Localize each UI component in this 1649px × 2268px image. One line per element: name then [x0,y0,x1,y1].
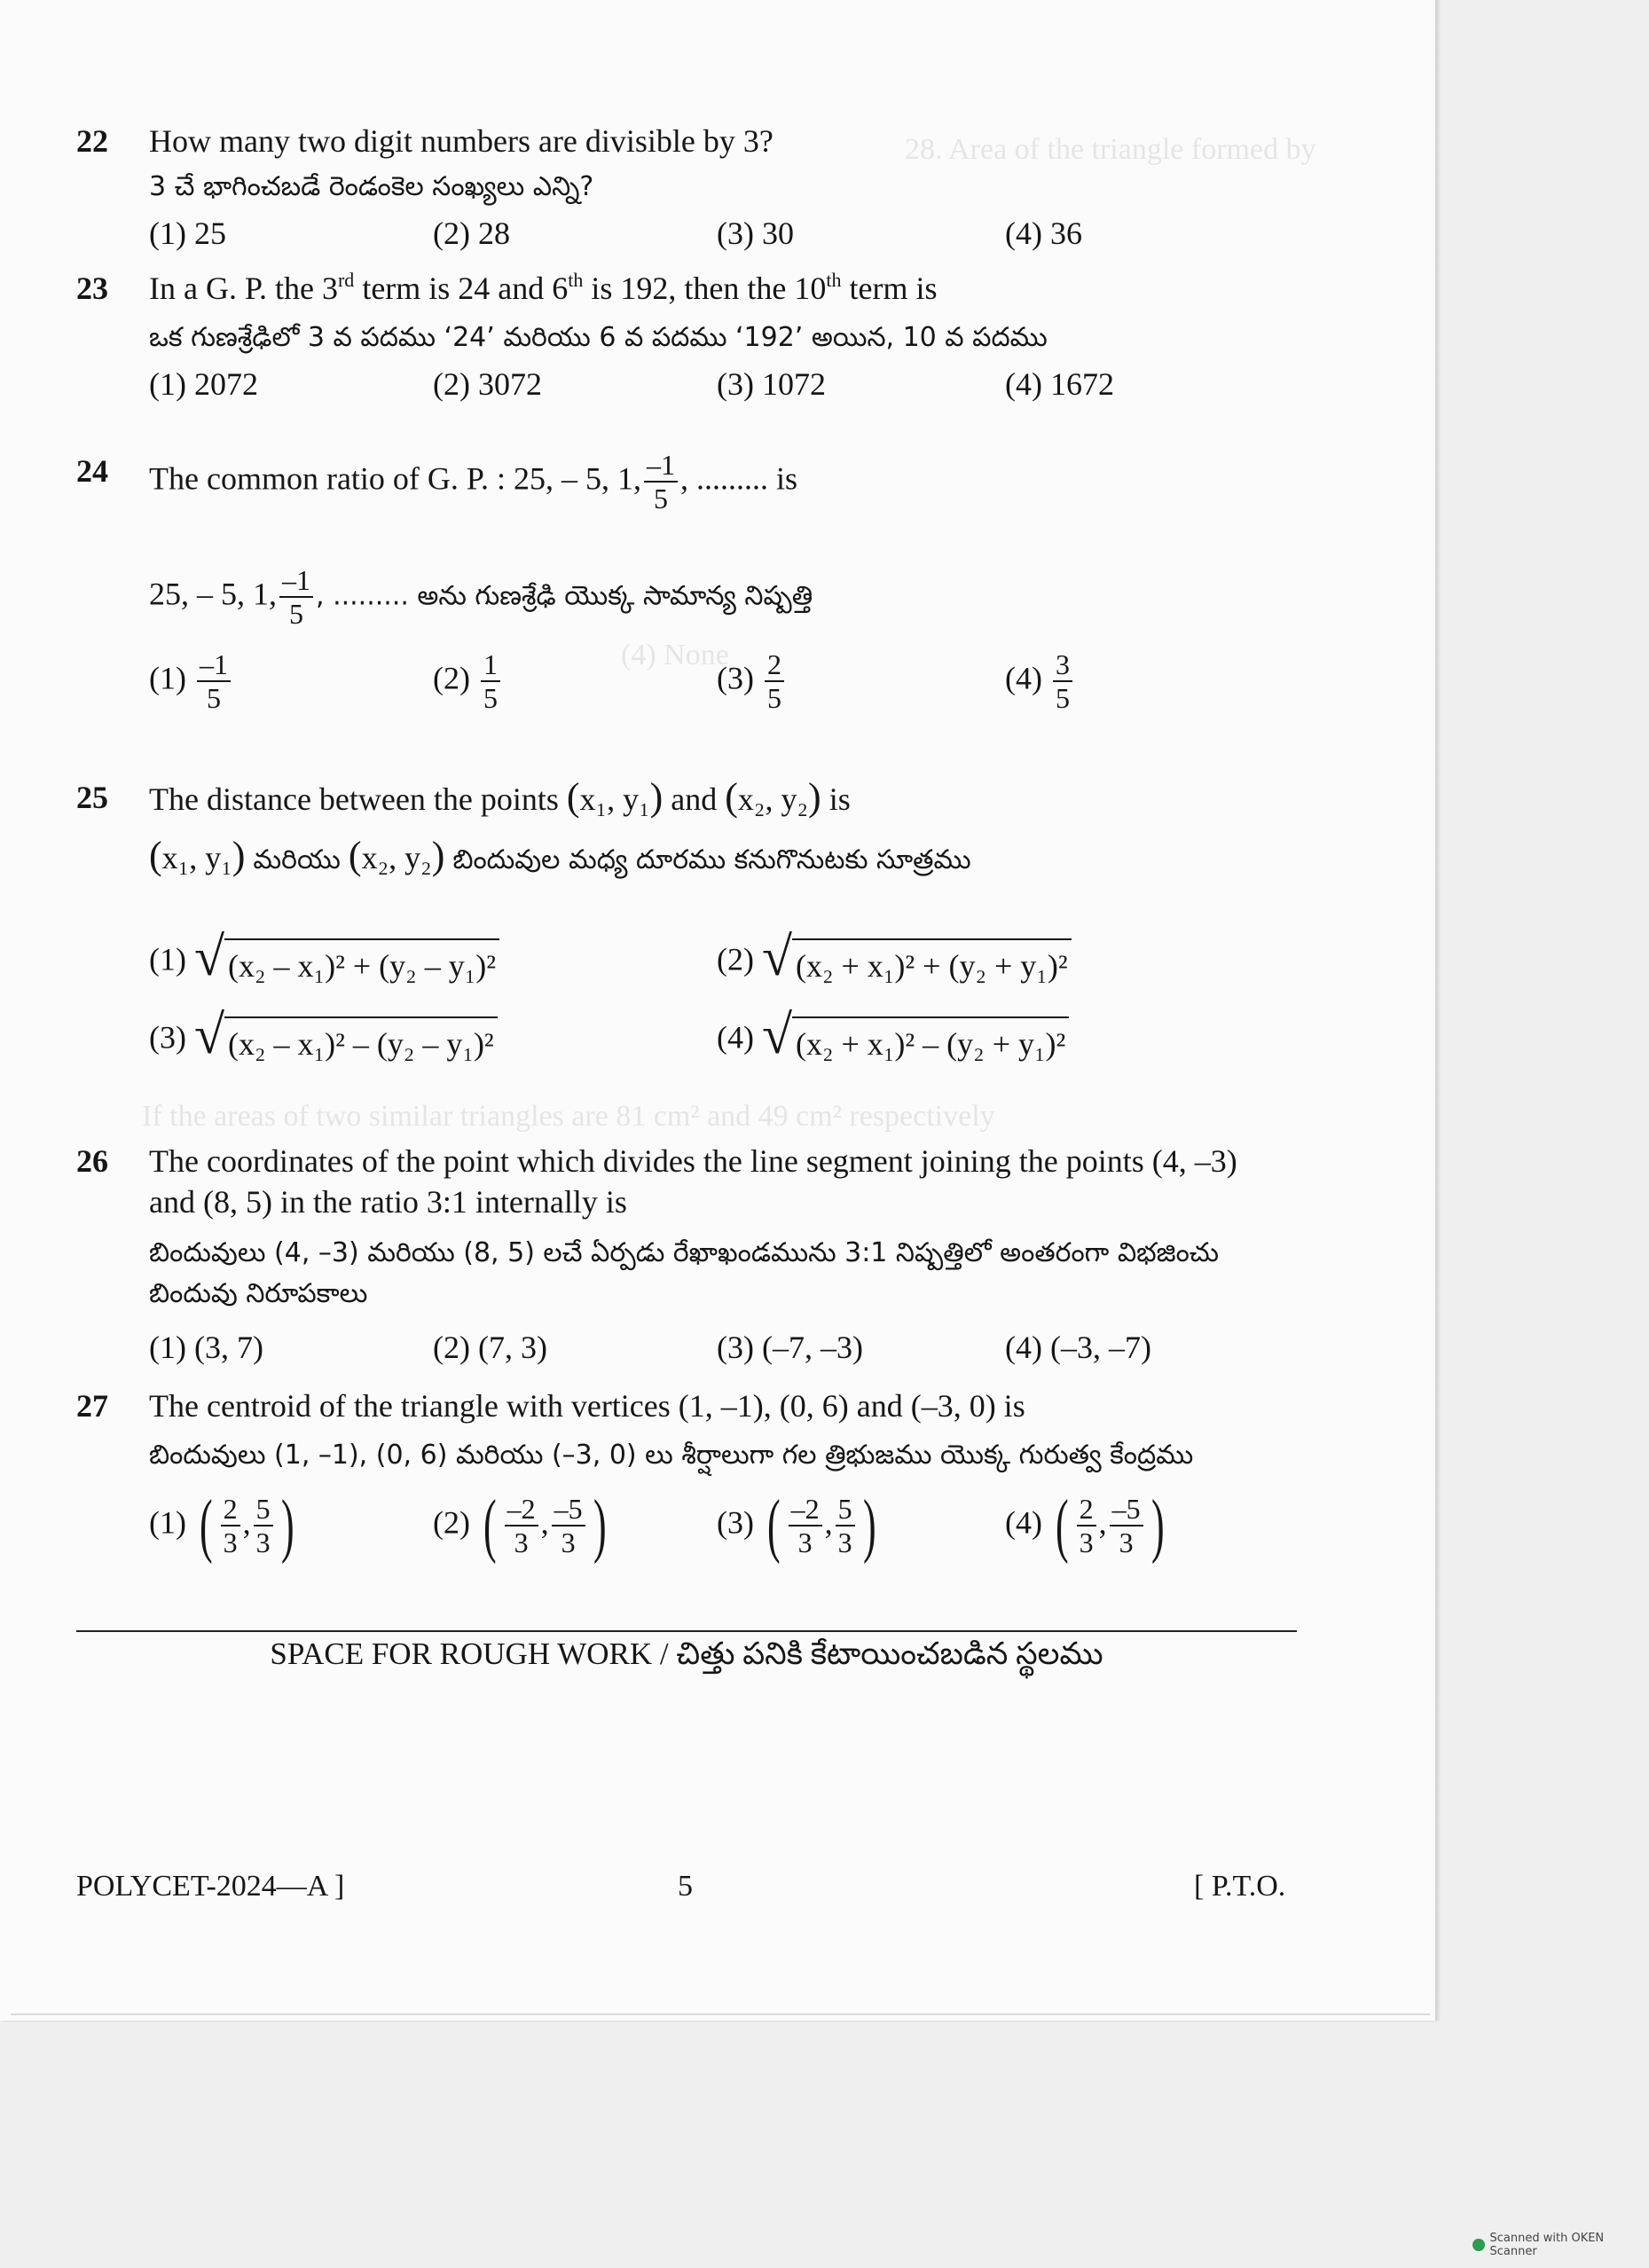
option-2: (2) √ (x₂ + x₁)² + (y₂ + y₁)² [717,938,1072,986]
question-te: బిందువులు (1, –1), (0, 6) మరియు (–3, 0) లు శీర్షాలుగా గల త్రిభుజము యొక్క గురుత్వ కేంద్రము [149,1440,1194,1471]
question-text [149,268,1373,358]
option-2: (2) $\frac{1}{5}$ [433,650,503,712]
exam-page: 28. Area of the triangle formed by (4) None If the areas of two similar triangles are 81 cm² and 49 cm² respectively 22 How many two digit numbers are divisible by 3? 3 చే భాగించబడే రెండంకెల సంఖ్యలు ఎన్ని? (1) 25 (2) 28 (3) 30 (4) 36 23 In a G. P. the 3rd term is 24 and 6th is 192, then the 10th term is ఒక గుణశ్రేఢిలో 3 వ పదము ‘24’ మరియు 6 వ పదము ‘192’ అయిన, 10 వ పదము (1) 2072 (2) 3072 (3) 1072 (4) 1672 24 The common ratio of G. P. : 25, – 5, 1, $\frac{-1}{5}$ , ......... is 25, – 5, 1, $\frac{-1}{5}$ , ......... అను గుణశ్రేఢి యొక్క సామాన్య నిష్పత్తి (1) $\frac{-1}{5}$ (2) $\frac{1}{5}$ (3) $\frac{2}{5}$ (4) $\frac{3}{5}$ 25 The distance between the points (x₁, y₁) and (x₂, y₂) is (x₁, y₁) మరియు (x₂, y₂) బిందువుల మధ్య దూరము కనుగొనుటకు సూత్రము (1) √ (x₂ – x₁)² + (y₂ – y₁)² (2) √ (x₂ + x₁)² + (y₂ + y₁)² (3) √ (x₂ – x₁)² – (y₂ – y₁)² (4) √ (x₂ + x₁)² – (y₂ + y₁)² 26 The coordinates of the point which divides the line segment joining the points (4, –3) and (8, 5) in the ratio 3:1 internally is బిందువులు (4, –3) మరియు (8, 5) లచే ఏర్పడు రేఖాఖండమును 3:1 నిష్పత్తిలో అంతరంగా విభజించు బిందువు నిరూపకాలు (1) (3, 7) (2) (7, 3) (3) (–7, –3) (4) (–3, –7) 27 The centroid of the triangle with vertices (1, –1), (0, 6) and (–3, 0) is బిందువులు (1, –1), (0, 6) మరియు (–3, 0) లు శీర్షాలుగా గల త్రిభుజము యొక్క గురుత్వ కేంద్రము (1) ( $\frac{2}{3}$ , $\frac{5}{3}$ ) (2) ( $\frac{-2}{3}$ , $\frac{-5}{3}$ ) (3) ( $\frac{-2}{3}$ , $\frac{5}{3}$ ) (4) ( $\frac{2}{3}$ , $\frac{-5}{3}$ ) SPACE FOR ROUGH WORK / చిత్తు పనికి కేటాయించబడిన స్థలము POLYCET-2024—A ] 5 [ P.T.O. [0,0,1435,2021]
question-en-line-2: and (8, 5) in the ratio 3:1 internally is [149,1184,627,1220]
scanner-label: Scanned with OKEN Scanner [1489,2232,1605,2258]
option-1: (1) ( $\frac{2}{3}$ , $\frac{5}{3}$ ) [149,1487,294,1565]
option-4: (4) (–3, –7) [1005,1330,1151,1365]
option-4: (4) $\frac{3}{5}$ [1005,650,1075,712]
question-number: 23 [76,271,108,306]
question-en: The common ratio of G. P. : 25, – 5, 1, $\frac{-1}{5}$ , ......... is [149,449,797,514]
divider [76,1630,1297,1632]
question-number: 22 [76,123,108,159]
option-4: (4) 1672 [1005,366,1114,402]
sqrt-expression: √ (x₂ – x₁)² – (y₂ – y₁)² [194,1016,498,1064]
option-3: (3) √ (x₂ – x₁)² – (y₂ – y₁)² [149,1016,498,1064]
option-1: (1) √ (x₂ – x₁)² + (y₂ – y₁)² [149,938,499,986]
option-4: (4) 36 [1005,216,1082,251]
question-te: 3 చే భాగించబడే రెండంకెల సంఖ్యలు ఎన్ని? [149,171,594,202]
question-te: (x₁, y₁) మరియు (x₂, y₂) బిందువుల మధ్య దూరము కనుగొనుటకు సూత్రము [149,834,971,877]
option-3: (3) $\frac{2}{5}$ [717,650,787,712]
question-en: In a G. P. the 3rd term is 24 and 6th is 192, then the 10th term is [149,269,938,306]
option-1: (1) 2072 [149,366,258,402]
fraction: $\frac{-1}{5}$ [644,451,678,513]
rough-work-label: SPACE FOR ROUGH WORK / చిత్తు పనికి కేటాయించబడిన స్థలము [270,1636,1103,1671]
question-te-line-2: బిందువు నిరూపకాలు [149,1278,368,1309]
option-3: (3) 30 [717,216,794,251]
question-text [149,451,1373,628]
question-te-line-1: బిందువులు (4, –3) మరియు (8, 5) లచే ఏర్పడు రేఖాఖండమును 3:1 నిష్పత్తిలో అంతరంగా విభజించు [149,1237,1219,1268]
option-3: (3) (–7, –3) [717,1330,863,1365]
sqrt-expression: √ (x₂ – x₁)² + (y₂ – y₁)² [194,938,499,986]
question-number: 24 [76,453,108,489]
question-en: How many two digit numbers are divisible by 3? [149,123,773,159]
option-4: (4) √ (x₂ + x₁)² – (y₂ + y₁)² [717,1016,1069,1064]
fraction: $\frac{-1}{5}$ [279,566,313,628]
footer-page-number: 5 [678,1870,693,1903]
option-2: (2) (7, 3) [433,1330,547,1365]
question-text [149,1141,1373,1314]
question-te: 25, – 5, 1, $\frac{-1}{5}$ , ......... అను గుణశ్రేఢి యొక్క సామాన్య నిష్పత్తి [149,564,813,630]
option-1: (1) (3, 7) [149,1330,263,1365]
option-2: (2) 3072 [433,366,542,402]
question-text [149,121,1373,208]
option-1: (1) 25 [149,216,226,251]
question-en-line-1: The coordinates of the point which divides the line segment joining the points (4, –3) [149,1143,1237,1179]
page-edge-shadow [1435,0,1441,2021]
question-number: 27 [76,1388,108,1424]
question-en: The centroid of the triangle with vertices (1, –1), (0, 6) and (–3, 0) is [149,1388,1025,1424]
scanner-logo-icon [1472,2239,1485,2251]
sqrt-expression: √ (x₂ + x₁)² – (y₂ + y₁)² [762,1016,1069,1064]
option-2: (2) ( $\frac{-2}{3}$ , $\frac{-5}{3}$ ) [433,1487,607,1565]
question-number: 26 [76,1143,108,1179]
option-3: (3) ( $\frac{-2}{3}$ , $\frac{5}{3}$ ) [717,1487,876,1565]
page-fold-line [11,2013,1430,2015]
option-3: (3) 1072 [717,366,826,402]
sqrt-expression: √ (x₂ + x₁)² + (y₂ + y₁)² [762,938,1072,986]
question-text [149,1385,1373,1476]
question-te: ఒక గుణశ్రేఢిలో 3 వ పదము ‘24’ మరియు 6 వ పదము ‘192’ అయిన, 10 వ పదము [149,322,1048,353]
option-4: (4) ( $\frac{2}{3}$ , $\frac{-5}{3}$ ) [1005,1487,1165,1565]
question-text [149,777,1373,881]
scanner-watermark [1472,2232,1649,2258]
footer-paper-code: POLYCET-2024—A ] [76,1870,345,1903]
footer-pto: [ P.T.O. [1194,1870,1286,1903]
option-2: (2) 28 [433,216,510,251]
question-en: The distance between the points (x₁, y₁) and (x₂, y₂) is [149,775,851,819]
question-number: 25 [76,780,108,815]
option-1: (1) $\frac{-1}{5}$ [149,650,233,712]
